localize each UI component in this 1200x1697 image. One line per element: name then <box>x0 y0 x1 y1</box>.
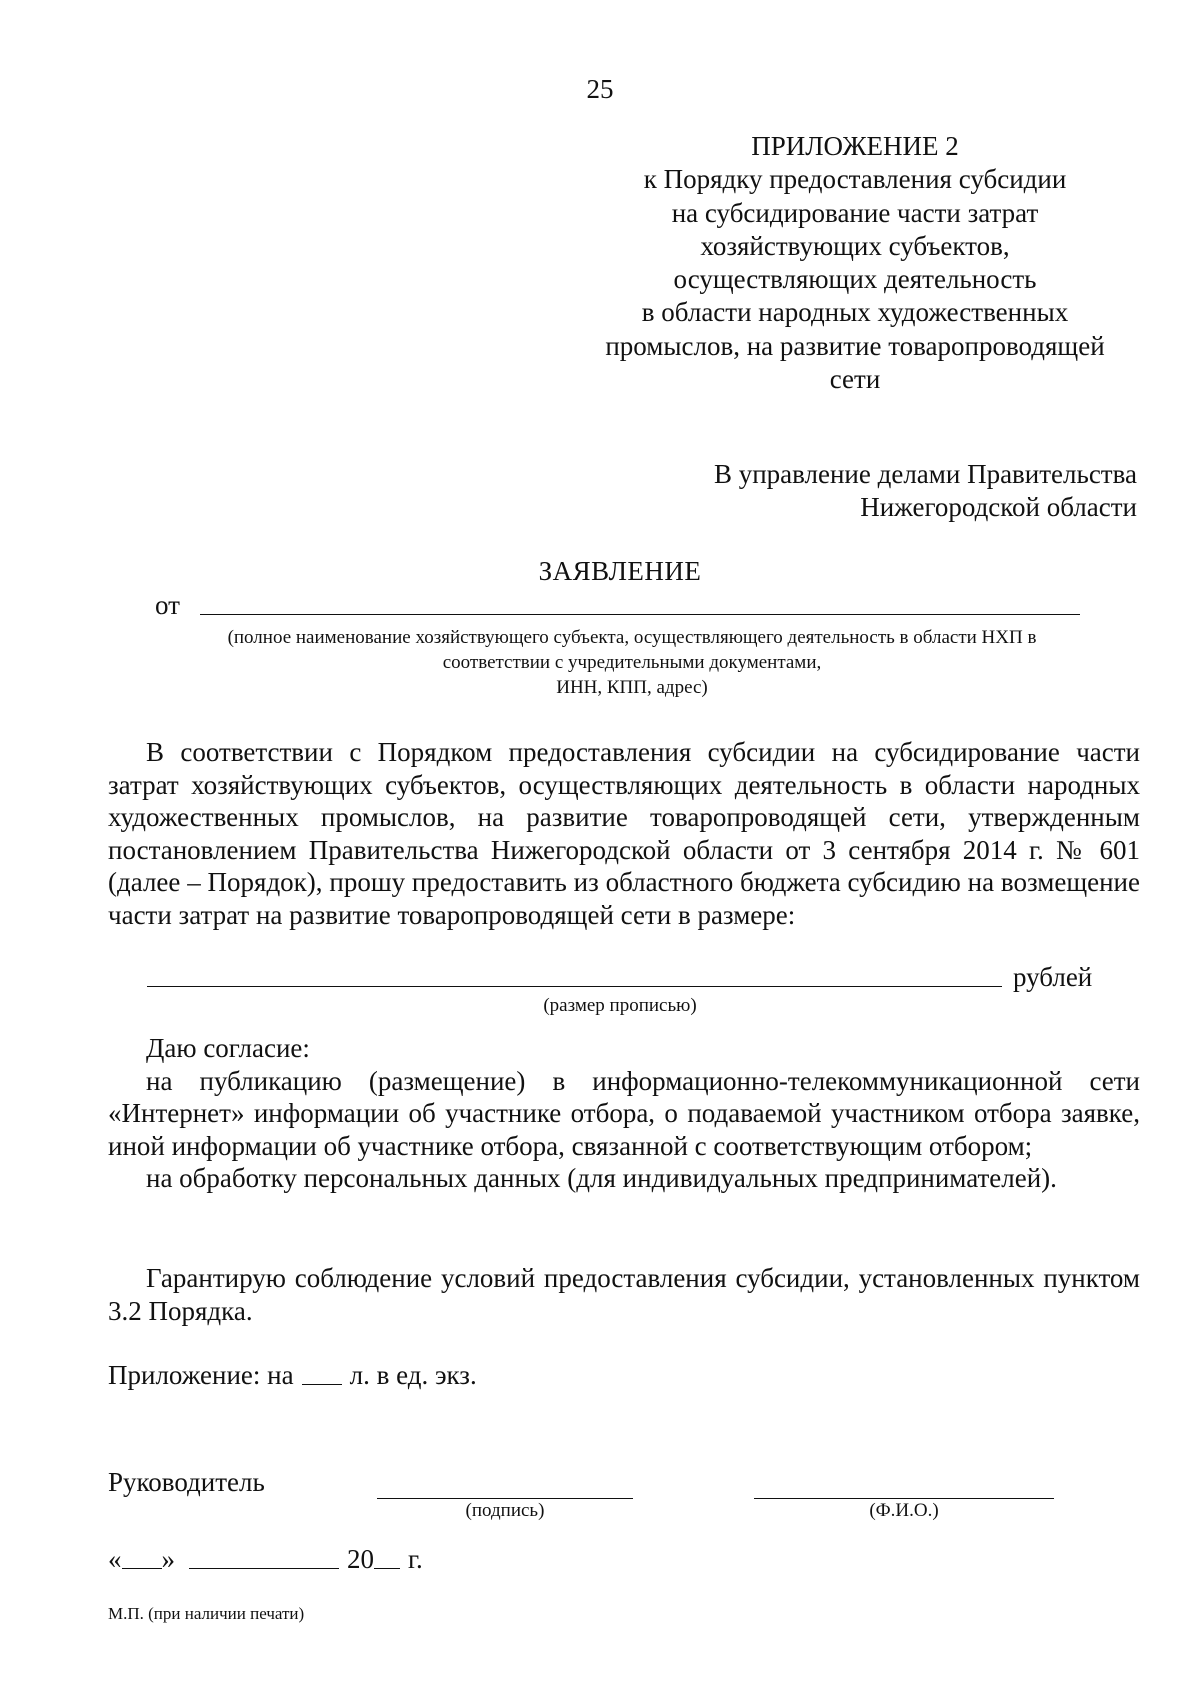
appendix-line: осуществляющих деятельность <box>673 264 1037 295</box>
date-month-field[interactable] <box>189 1568 339 1569</box>
date-year-suffix: г. <box>408 1544 423 1574</box>
applicant-name-field[interactable] <box>200 614 1080 615</box>
signature-field[interactable] <box>377 1498 633 1499</box>
appendix-header <box>575 130 1135 396</box>
attachment-suffix: л. в ед. экз. <box>349 1360 477 1390</box>
date-open-quote: « <box>108 1544 122 1574</box>
guarantee-paragraph: Гарантирую соблюдение условий предоставления субсидии, установленных пунктом 3.2 Порядка. <box>108 1263 1140 1326</box>
from-label: от <box>155 590 180 620</box>
page-number: 25 <box>586 74 614 104</box>
head-label: Руководитель <box>108 1467 265 1497</box>
attachment-pages-field[interactable] <box>302 1384 342 1385</box>
attachment-prefix: Приложение: на <box>108 1360 294 1390</box>
date-row <box>108 1544 423 1575</box>
appendix-line: на субсидирование части затрат <box>671 197 1039 228</box>
appendix-line: промыслов, на развитие товаропроводящей <box>605 330 1105 361</box>
consent-item-publication: на публикацию (размещение) в информационно-телекоммуникационной сети «Интернет» информации об участнике отбора, о подаваемой участником отбора заявке, иной информации об участнике отбора, связанной с соответствующим отбором; <box>108 1065 1140 1161</box>
signature-caption: (подпись) <box>465 1500 545 1521</box>
appendix-line: в области народных художественных <box>641 297 1069 328</box>
fio-caption: (Ф.И.О.) <box>869 1500 939 1521</box>
date-close-quote: » <box>161 1544 175 1574</box>
consent-block <box>108 1032 1140 1195</box>
amount-unit: рублей <box>1013 962 1093 992</box>
consent-heading: Даю согласие: <box>146 1033 310 1063</box>
amount-field[interactable] <box>147 986 1002 987</box>
appendix-line: хозяйствующих субъектов, <box>700 230 1010 261</box>
consent-item-personal-data: на обработку персональных данных (для индивидуальных предпринимателей). <box>146 1163 1057 1193</box>
fio-field[interactable] <box>754 1498 1054 1499</box>
from-row <box>155 590 1080 621</box>
caption-line: соответствии с учредительными документами, <box>442 652 822 673</box>
document-title: ЗАЯВЛЕНИЕ <box>538 556 702 586</box>
caption-line: ИНН, КПП, адрес) <box>556 677 708 698</box>
caption-line: (полное наименование хозяйствующего субъекта, осуществляющего деятельность в области НХП в <box>227 627 1037 648</box>
from-caption <box>132 625 1132 700</box>
addressee-line: В управление делами Правительства <box>713 459 1137 489</box>
addressee-block <box>600 458 1137 524</box>
request-paragraph: В соответствии с Порядком предоставления субсидии на субсидирование части затрат хозяйствующих субъектов, осуществляющих деятельность в области народных художественных промыслов, на развитие товаропроводящей сети, утвержденным постановлением Правительства Нижегородской области от 3 сентября 2014 г. № 601 (далее – Порядок), прошу предоставить из областного бюджета субсидию на возмещение части затрат на развитие товаропроводящей сети в размере: <box>108 737 1140 930</box>
addressee-line: Нижегородской области <box>860 492 1137 522</box>
date-day-field[interactable] <box>122 1568 162 1569</box>
appendix-line: сети <box>829 364 881 395</box>
stamp-note: М.П. (при наличии печати) <box>108 1604 305 1623</box>
date-year-field[interactable] <box>374 1568 400 1569</box>
date-year-prefix: 20 <box>347 1544 374 1574</box>
appendix-line: к Порядку предоставления субсидии <box>643 164 1067 195</box>
appendix-title: ПРИЛОЖЕНИЕ 2 <box>751 131 959 161</box>
amount-caption: (размер прописью) <box>543 995 697 1016</box>
attachment-row <box>108 1360 477 1391</box>
